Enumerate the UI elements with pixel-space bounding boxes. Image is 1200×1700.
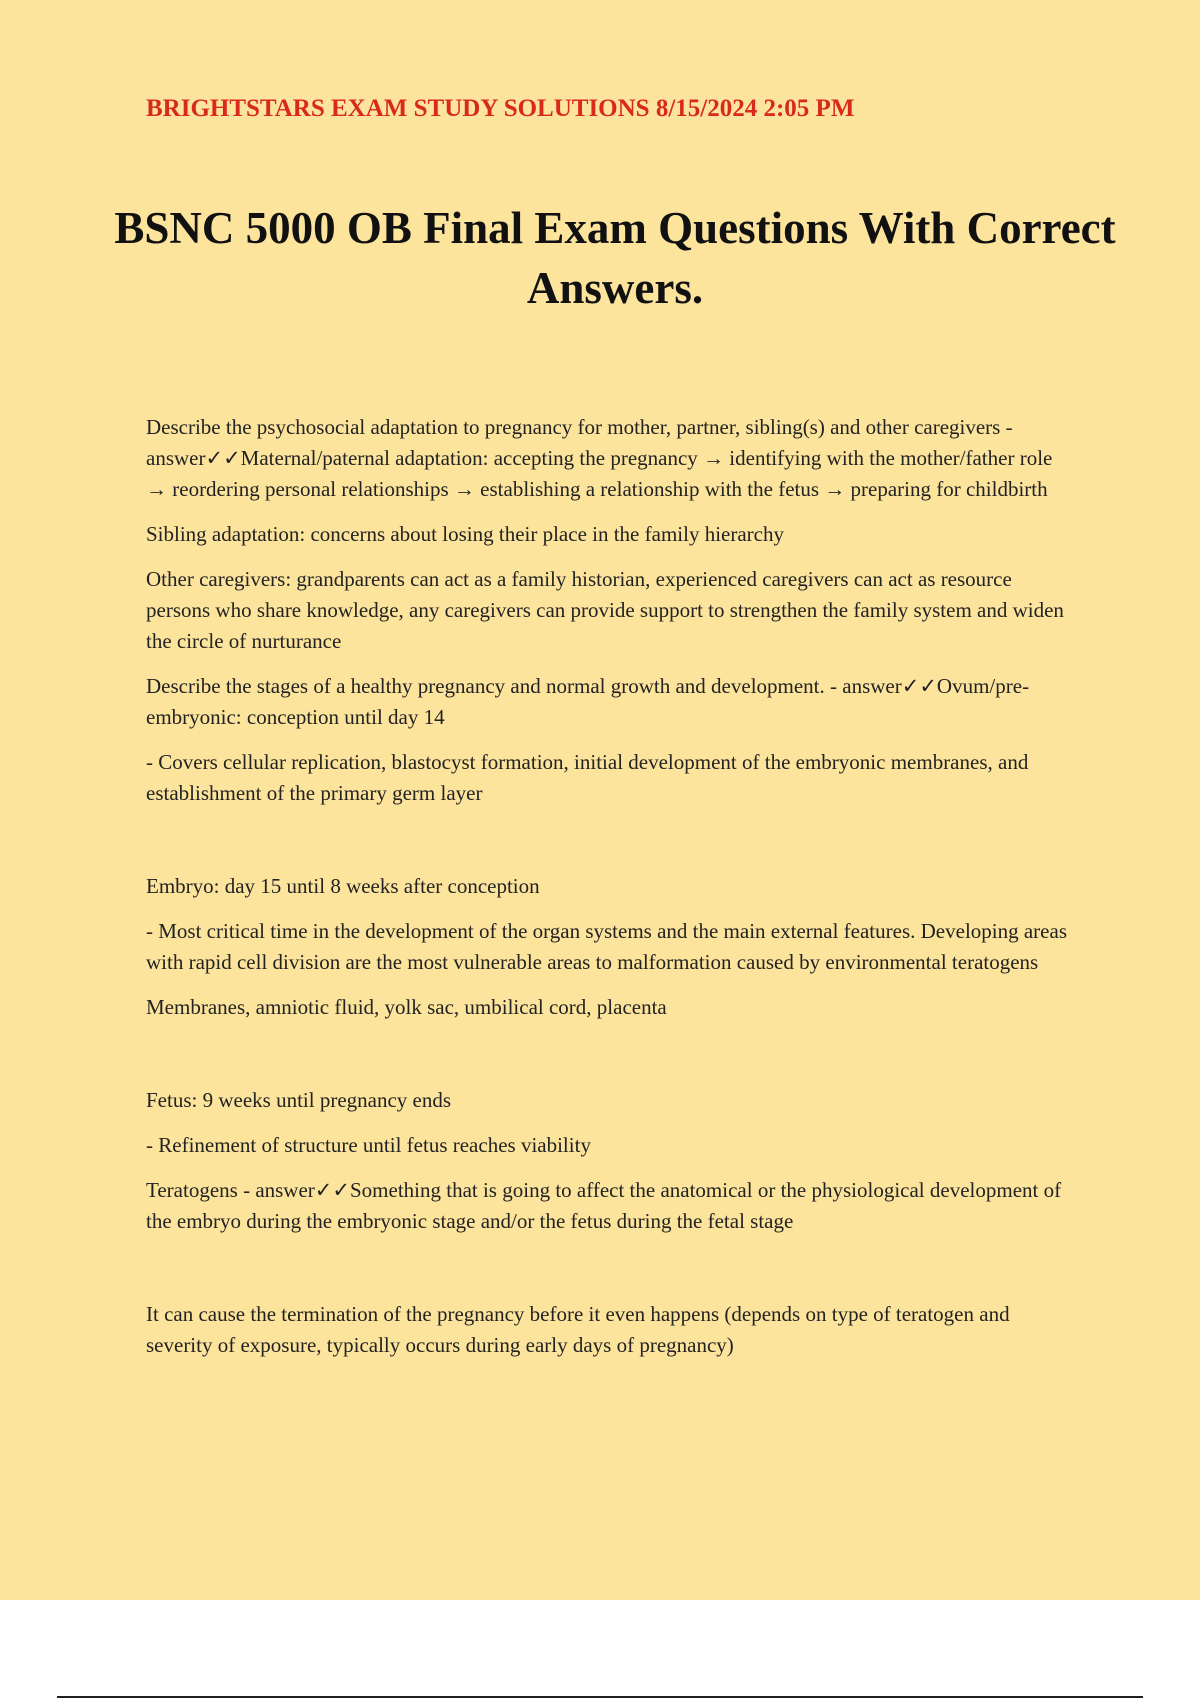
- paragraph-other-caregivers: Other caregivers: grandparents can act as a family historian, experienced caregivers can act as resource persons who share knowledge, any caregivers can provide support to strengthen the family system and widen the circle of nurturance: [146, 567, 1064, 653]
- paragraph-embryo-stage: Embryo: day 15 until 8 weeks after conception: [146, 874, 540, 898]
- paragraph-membranes: Membranes, amniotic fluid, yolk sac, umbilical cord, placenta: [146, 995, 667, 1019]
- paragraph-fetus-details: - Refinement of structure until fetus reaches viability: [146, 1133, 591, 1157]
- paragraph-stages-question: Describe the stages of a healthy pregnancy and normal growth and development. - answer✓✓Ovum/pre-embryonic: conception until day 14: [146, 674, 1030, 729]
- paragraph-sibling-adaptation: Sibling adaptation: concerns about losing their place in the family hierarchy: [146, 522, 784, 546]
- paragraph-ovum-details: - Covers cellular replication, blastocyst formation, initial development of the embryonic membranes, and establishment of the primary germ layer: [146, 750, 1029, 805]
- document-body: [146, 412, 1071, 1375]
- paragraph-fetus-stage: Fetus: 9 weeks until pregnancy ends: [146, 1088, 452, 1112]
- document-header: BRIGHTSTARS EXAM STUDY SOLUTIONS 8/15/2024 2:05 PM: [146, 95, 855, 122]
- paragraph-psychosocial-question: Describe the psychosocial adaptation to pregnancy for mother, partner, sibling(s) and other caregivers - answer✓✓Maternal/paternal adaptation: accepting the pregnancy → identifying with the mother/father role → reordering personal relationships → establishing a relationship with the fetus → preparing for childbirth: [146, 415, 1053, 501]
- page-divider: [57, 1696, 1143, 1698]
- paragraph-teratogens-termination: It can cause the termination of the pregnancy before it even happens (depends on type of teratogen and severity of exposure, typically occurs during early days of pregnancy): [146, 1302, 1010, 1357]
- paragraph-teratogens-question: Teratogens - answer✓✓Something that is going to affect the anatomical or the physiological development of the embryo during the embryonic stage and/or the fetus during the fetal stage: [146, 1178, 1062, 1233]
- paragraph-embryo-details: - Most critical time in the development of the organ systems and the main external features. Developing areas with rapid cell division are the most vulnerable areas to malformation caused by environmental teratogens: [146, 919, 1067, 974]
- document-title: BSNC 5000 OB Final Exam Questions With Correct Answers.: [114, 203, 1116, 313]
